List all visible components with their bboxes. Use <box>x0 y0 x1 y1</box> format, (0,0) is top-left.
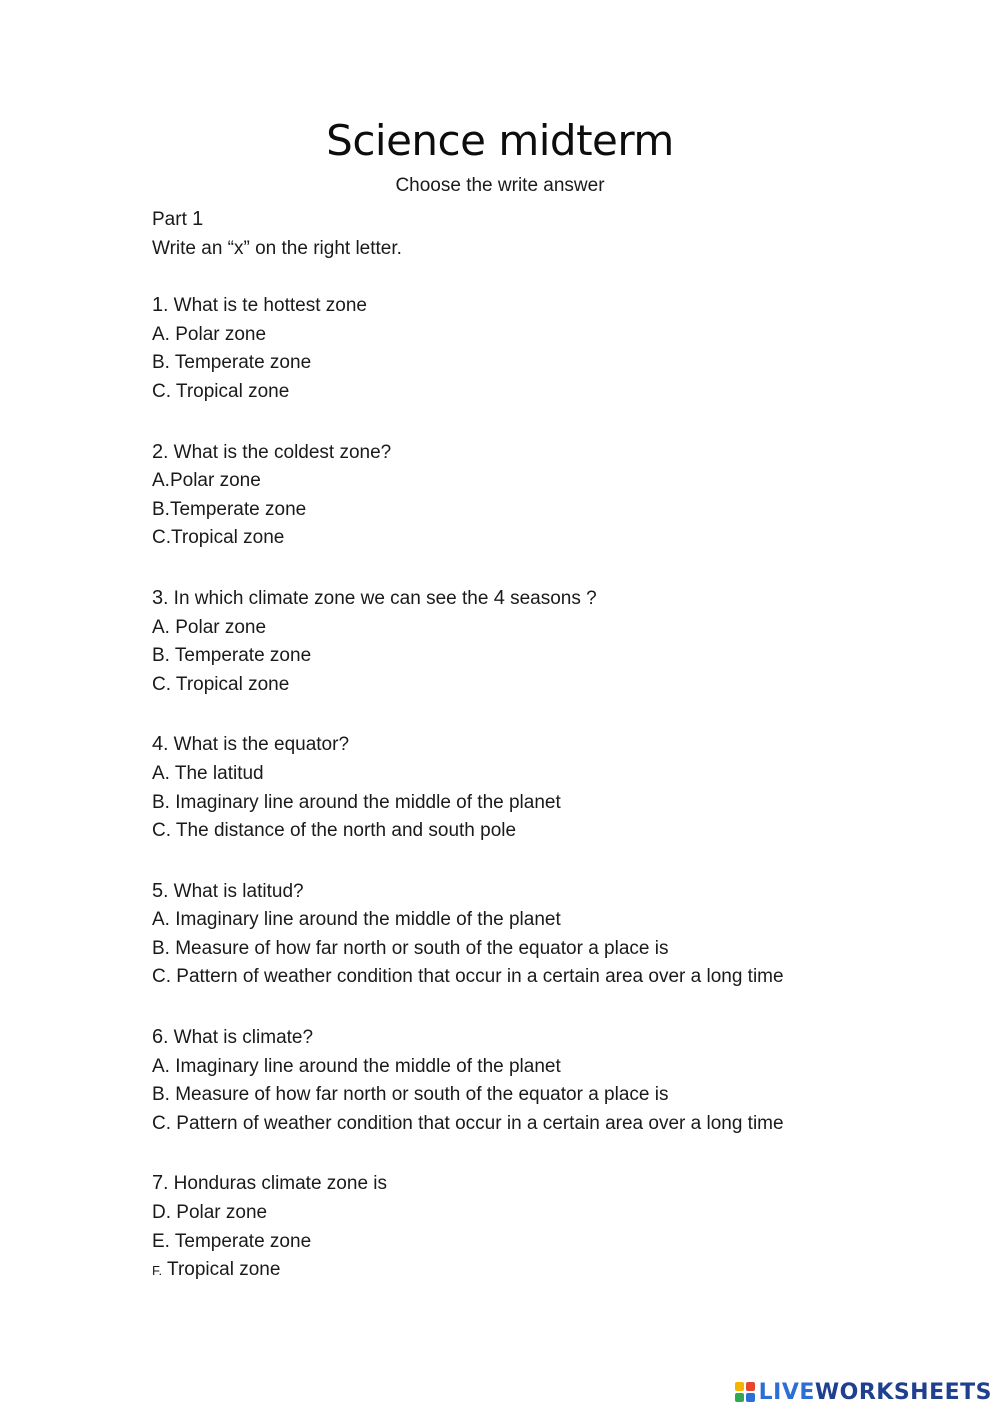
question-text: . Honduras climate zone is <box>163 1173 388 1195</box>
answer-option[interactable]: E. Temperate zone <box>152 1230 312 1252</box>
answer-option[interactable]: A.Polar zone <box>152 470 261 492</box>
answer-option[interactable]: C. Pattern of weather condition that occur in a certain area over a long time <box>152 966 784 988</box>
question-5 <box>152 877 912 992</box>
answer-option[interactable]: A. The latitud <box>152 762 264 784</box>
question-4 <box>152 730 912 845</box>
question-number: 7 <box>152 1172 164 1195</box>
part-number: 1 <box>192 208 204 230</box>
answer-option[interactable]: C. Tropical zone <box>152 673 290 695</box>
question-number: 4 <box>152 733 164 756</box>
answer-option[interactable]: B. Temperate zone <box>152 352 312 374</box>
answer-option-letter: F. <box>152 1263 163 1279</box>
question-number: 5 <box>152 879 164 902</box>
answer-option[interactable]: A. Polar zone <box>152 616 267 638</box>
answer-option[interactable]: C. Tropical zone <box>152 380 290 402</box>
answer-option[interactable]: A. Polar zone <box>152 323 267 345</box>
answer-option[interactable]: C. The distance of the north and south pole <box>152 820 517 842</box>
question-3 <box>152 584 912 699</box>
question-6 <box>152 1023 912 1138</box>
question-text: . In which climate zone we can see the <box>163 587 494 609</box>
question-text: . What is the coldest zone? <box>163 441 392 463</box>
question-7 <box>152 1169 912 1285</box>
question-2 <box>152 438 912 553</box>
answer-option[interactable]: C.Tropical zone <box>152 527 285 549</box>
answer-option[interactable]: B. Measure of how far north or south of the equator a place is <box>152 937 669 959</box>
question-number: 3 <box>152 586 164 609</box>
question-number: 6 <box>152 1026 164 1049</box>
page-subtitle: Choose the write answer <box>395 175 605 196</box>
logo-text-worksheets: WORKSHEETS <box>814 1379 992 1405</box>
part-instruction: Write an “x” on the right letter. <box>152 237 402 259</box>
question-text: . What is climate? <box>163 1027 314 1049</box>
question-number: 2 <box>152 440 164 463</box>
answer-option[interactable]: B. Measure of how far north or south of the equator a place is <box>152 1084 669 1106</box>
part-header <box>152 205 912 263</box>
question-text: . What is latitud? <box>163 880 304 902</box>
logo-text-live: LIVE <box>758 1379 815 1405</box>
answer-option[interactable]: B.Temperate zone <box>152 498 307 520</box>
question-text-end: seasons ? <box>504 587 597 609</box>
question-inline-number: 4 <box>493 586 505 609</box>
part-label: Part <box>152 209 187 230</box>
page-title: Science midterm <box>326 116 674 165</box>
answer-option[interactable]: D. Polar zone <box>152 1202 268 1224</box>
question-number: 1 <box>152 294 164 317</box>
liveworksheets-logo[interactable] <box>735 1379 992 1405</box>
answer-option-text: Tropical zone <box>162 1259 281 1281</box>
liveworksheets-logo-icon <box>735 1382 755 1402</box>
answer-option[interactable]: A. Imaginary line around the middle of the planet <box>152 909 561 931</box>
question-text: . What is te hottest zone <box>163 295 367 317</box>
question-1 <box>152 291 912 406</box>
answer-option[interactable]: B. Temperate zone <box>152 645 312 667</box>
answer-option[interactable]: C. Pattern of weather condition that occur in a certain area over a long time <box>152 1112 784 1134</box>
worksheet-body <box>152 205 912 1317</box>
answer-option[interactable]: A. Imaginary line around the middle of the planet <box>152 1055 561 1077</box>
question-text: . What is the equator? <box>163 734 350 756</box>
answer-option[interactable] <box>152 1256 912 1286</box>
answer-option[interactable]: B. Imaginary line around the middle of the planet <box>152 791 561 813</box>
